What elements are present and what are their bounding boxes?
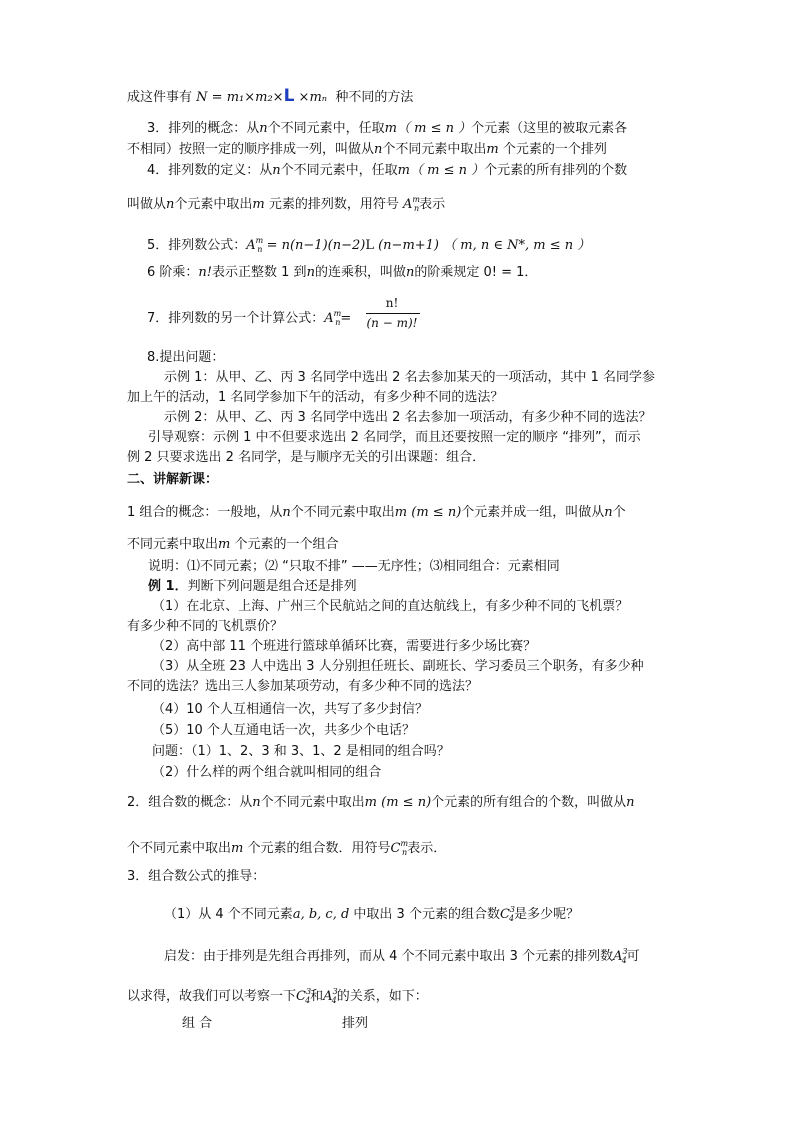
fraction-bar [366, 313, 420, 314]
column-label-combination: 组 合 [182, 1016, 213, 1031]
text-line: 不同元素中取出m 个元素的一个组合 [127, 537, 339, 552]
formula: N = m₁×m₂× [196, 90, 284, 105]
text-line: （2）什么样的两个组合就叫相同的组合 [152, 765, 382, 780]
symbol-A: $A^m_n$ [246, 236, 264, 254]
text-line: （1）从 4 个不同元素a, b, c, d 中取出 3 个元素的组合数$C^3_4$是多少呢？ [164, 905, 580, 923]
fraction-denominator: (n − m)! [366, 316, 418, 330]
text-line: 例 2 只要求选出 2 名同学，是与顺序无关的引出课题：组合． [127, 450, 486, 465]
text-line: （2）高中部 11 个班进行篮球单循环比赛，需要进行多少场比赛？ [152, 639, 537, 654]
text-line: 3．组合数公式的推导： [127, 869, 266, 884]
text-line: （4）10 个人互相通信一次，共写了多少封信？ [152, 702, 428, 717]
text-line: 例 1．判断下列问题是组合还是排列 [148, 579, 357, 594]
text-line: 3．排列的概念：从n个不同元素中，任取m（ m ≤ n ）个元素（这里的被取元素各 [147, 121, 628, 136]
symbol-A: $A^3_4$ [323, 987, 338, 1005]
text-line: 不同的选法？选出三人参加某项劳动，有多少种不同的选法？ [127, 679, 479, 694]
symbol-C: $C^3_4$ [499, 905, 516, 923]
symbol-A: $A^m_n$ [403, 195, 421, 213]
ellipsis-glyph: L [283, 86, 295, 106]
text-line: 问题：（1）1、2、3 和 3、1、2 是相同的组合吗？ [152, 744, 450, 759]
fraction-numerator: n! [385, 296, 399, 310]
symbol-C: $C^3_4$ [296, 987, 312, 1005]
text-line: 启发：由于排列是先组合再排列，而从 4 个不同元素中取出 3 个元素的排列数$A^3_4$可 [164, 947, 640, 965]
symbol-A: $A^m_n$ [324, 309, 342, 327]
text-line: 成这件事有 N = m₁×m₂×L ×mₙ 种不同的方法 [127, 86, 414, 106]
text-line: 加上午的活动，1 名同学参加下午的活动，有多少种不同的选法？ [127, 390, 504, 405]
text-line: （1）在北京、上海、广州三个民航站之间的直达航线上，有多少种不同的飞机票？ [152, 599, 629, 614]
text-line: 引导观察：示例 1 中不但要求选出 2 名同学，而且还要按照一定的顺序 “排列”，而示 [148, 430, 641, 445]
symbol-A: $A^3_4$ [613, 947, 628, 965]
text-line: 4．排列数的定义：从n个不同元素中，任取m（ m ≤ n ）个元素的所有排列的个数 [147, 163, 628, 178]
text-line: 7．排列数的另一个计算公式：$A^m_n=$ [147, 309, 352, 327]
text-line: 个不同元素中取出m 个元素的组合数．用符号$C^m_n$表示． [127, 839, 447, 857]
text-line: 8.提出问题： [147, 350, 225, 365]
text-line: 示例 1：从甲、乙、丙 3 名同学中选出 2 名去参加某天的一项活动，其中 1 名同学参 [164, 370, 656, 385]
text-line: 2．组合数的概念：从n个不同元素中取出m (m ≤ n)个元素的所有组合的个数，叫做从n [127, 795, 635, 810]
text-line: 5．排列数公式：$A^m_n = n(n-1)(n-2)L$ (n−m+1) （ m, n ∈ N*, m ≤ n ） [147, 236, 591, 254]
text-line: （3）从全班 23 人中选出 3 人分别担任班长、副班长、学习委员三个职务，有多少种 [152, 659, 644, 674]
text-line: 示例 2：从甲、乙、丙 3 名同学中选出 2 名去参加一项活动，有多少种不同的选法？ [164, 410, 652, 425]
section-heading: 二、讲解新课： [127, 472, 219, 487]
text-line: 有多少种不同的飞机票价？ [127, 619, 284, 634]
text-line: 1 组合的概念：一般地，从n个不同元素中取出m (m ≤ n)个元素并成一组，叫做从n个 [127, 505, 626, 520]
column-label-permutation: 排列 [342, 1016, 369, 1031]
text-line: 以求得，故我们可以考察一下$C^3_4$和$A^3_4$的关系，如下： [127, 987, 428, 1005]
symbol-C: $C^m_n$ [390, 839, 409, 857]
text-line: （5）10 个人互通电话一次，共多少个电话？ [152, 723, 415, 738]
text-line: 6 阶乘：n!表示正整数 1 到n的连乘积，叫做n的阶乘规定 0! = 1． [147, 265, 538, 280]
formula: ×mₙ [298, 90, 328, 105]
text-line: 说明：⑴不同元素；⑵ “只取不排” ——无序性；⑶相同组合：元素相同 [148, 559, 560, 574]
text-line: 叫做从n个元素中取出m 元素的排列数，用符号 $A^m_n$表示 [127, 195, 446, 213]
text-line: 不相同）按照一定的顺序排成一列，叫做从n个不同元素中取出m 个元素的一个排列 [127, 142, 607, 157]
